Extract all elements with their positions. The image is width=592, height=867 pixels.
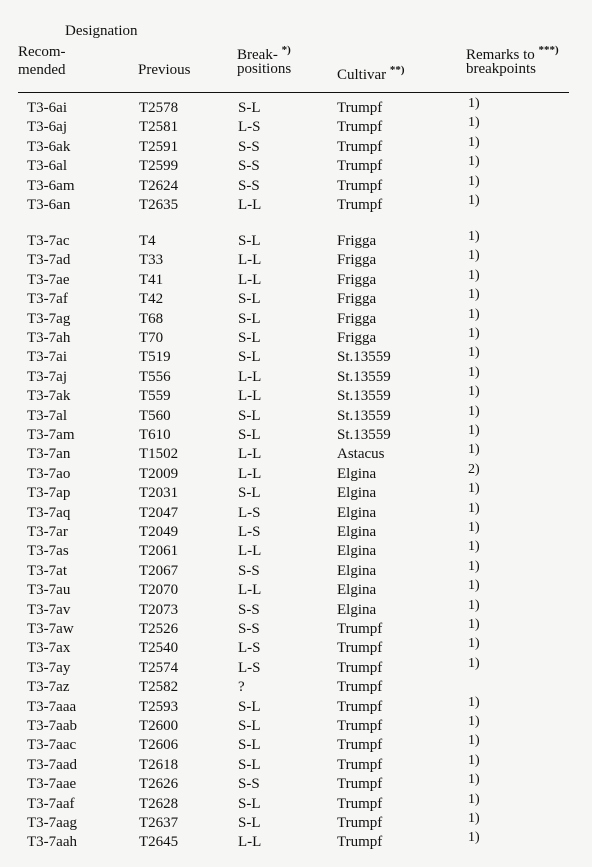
cell-recommended: T3-7ao	[27, 465, 71, 482]
cell-remarks: 1)	[468, 345, 480, 361]
table-row	[0, 617, 592, 639]
table-row	[0, 364, 592, 387]
cell-remarks: 1)	[468, 830, 480, 846]
cell-previous: T610	[139, 427, 171, 443]
cell-cultivar: Trumpf	[337, 158, 383, 175]
cell-previous: T2581	[139, 119, 179, 136]
cell-cultivar: Trumpf	[337, 177, 383, 194]
cell-previous: T2637	[139, 815, 179, 831]
cell-breakpositions: S-S	[238, 158, 260, 175]
cell-recommended: T3-7aac	[27, 737, 77, 754]
cell-recommended: T3-7ax	[27, 640, 71, 657]
cell-remarks: 1)	[468, 193, 480, 208]
cell-cultivar: Trumpf	[337, 100, 383, 116]
cell-remarks: 1)	[468, 714, 480, 729]
cell-breakpositions: L-L	[238, 368, 262, 385]
table-row	[0, 597, 592, 620]
cell-recommended: T3-7au	[27, 582, 71, 599]
cell-breakpositions: L-L	[238, 446, 262, 463]
table-row	[0, 791, 592, 814]
cell-previous: T2618	[139, 756, 179, 773]
table-row	[0, 461, 592, 484]
cell-previous: T559	[139, 388, 171, 405]
cell-recommended: T3-7ak	[27, 388, 71, 405]
header-remarks-line2: breakpoints	[466, 61, 536, 77]
table-row	[0, 811, 592, 833]
cell-breakpositions: S-S	[238, 601, 260, 618]
table-row	[0, 306, 592, 329]
cell-remarks: 1)	[468, 115, 480, 131]
header-break-text: Break-	[237, 47, 278, 63]
cell-recommended: T3-7at	[27, 562, 67, 579]
cell-recommended: T3-7aah	[27, 834, 77, 851]
cell-recommended: T3-7ad	[27, 252, 71, 269]
cell-remarks: 1)	[468, 248, 480, 264]
cell-previous: T2645	[139, 834, 179, 851]
table-row	[0, 96, 592, 118]
cell-cultivar: Frigga	[337, 330, 377, 346]
header-cultivar-text: Cultivar	[337, 67, 387, 83]
cell-breakpositions: L-L	[238, 465, 262, 482]
cell-breakpositions: L-L	[238, 271, 262, 288]
cell-breakpositions: S-L	[238, 100, 261, 116]
cell-previous: T2582	[139, 679, 179, 696]
cell-cultivar: Astacus	[337, 446, 385, 463]
cell-remarks: 1)	[468, 655, 480, 671]
cell-cultivar: Trumpf	[337, 659, 383, 676]
cell-cultivar: Trumpf	[337, 138, 383, 155]
cell-breakpositions: S-S	[238, 138, 260, 155]
cell-remarks: 1)	[468, 173, 480, 189]
cell-remarks: 1)	[468, 694, 480, 710]
cell-recommended: T3-7aq	[27, 504, 71, 521]
cell-remarks: 2)	[468, 461, 480, 477]
cell-previous: T2626	[139, 776, 179, 793]
cell-recommended: T3-7aag	[27, 815, 77, 831]
cell-previous: T41	[139, 271, 164, 288]
cell-remarks: 1)	[468, 364, 480, 380]
cell-remarks: 1)	[468, 752, 480, 768]
cell-cultivar: Frigga	[337, 252, 377, 269]
cell-breakpositions: L-L	[238, 252, 262, 269]
cell-recommended: T3-7ac	[27, 233, 70, 249]
cell-remarks: 1)	[468, 154, 480, 170]
cell-breakpositions: S-L	[238, 815, 261, 831]
table-row	[0, 403, 592, 426]
cell-breakpositions: S-L	[238, 756, 261, 773]
cell-breakpositions: S-L	[238, 427, 261, 443]
cell-cultivar: Trumpf	[337, 640, 383, 657]
cell-cultivar: Trumpf	[337, 776, 383, 793]
table-row	[0, 345, 592, 367]
cell-previous: T2009	[139, 465, 179, 482]
cell-previous: T2578	[139, 100, 179, 116]
cell-cultivar: St.13559	[337, 427, 391, 443]
cell-cultivar: Elgina	[337, 504, 377, 521]
cell-cultivar: Trumpf	[337, 834, 383, 851]
table-row	[0, 229, 592, 251]
cell-remarks: 1)	[468, 578, 480, 594]
cell-previous: T556	[139, 368, 171, 385]
cell-remarks: 1)	[468, 597, 480, 613]
cell-breakpositions: L-L	[238, 388, 262, 405]
cell-cultivar: St.13559	[337, 407, 391, 424]
header-remarks-footnote-mark: ***)	[538, 44, 559, 56]
cell-previous: T2061	[139, 543, 179, 560]
cell-remarks: 1)	[468, 791, 480, 807]
cell-recommended: T3-7ae	[27, 271, 70, 288]
table-row	[0, 442, 592, 464]
header-remarks-text: Remarks to	[466, 47, 535, 63]
cell-recommended: T3-7aaa	[27, 698, 77, 715]
table-row	[0, 520, 592, 542]
header-rule	[18, 92, 569, 93]
cell-cultivar: Frigga	[337, 233, 377, 249]
cell-previous: T2591	[139, 138, 179, 155]
cell-cultivar: Trumpf	[337, 815, 383, 831]
cell-recommended: T3-7aj	[27, 368, 67, 385]
cell-cultivar: St.13559	[337, 368, 391, 385]
table-row	[0, 154, 592, 176]
cell-recommended: T3-7aw	[27, 621, 74, 637]
table-row	[0, 772, 592, 794]
cell-cultivar: Trumpf	[337, 119, 383, 136]
cell-previous: T2635	[139, 197, 179, 213]
cell-cultivar: Trumpf	[337, 737, 383, 754]
cell-previous: T2593	[139, 698, 179, 715]
cell-breakpositions: L-L	[238, 834, 262, 851]
cell-remarks: 1)	[468, 229, 480, 244]
cell-cultivar: Elgina	[337, 582, 377, 599]
cell-cultivar: Elgina	[337, 543, 377, 560]
cell-breakpositions: S-L	[238, 485, 261, 502]
cell-breakpositions: S-L	[238, 310, 261, 327]
cell-remarks: 1)	[468, 558, 480, 574]
header-break-footnote-mark: *)	[281, 44, 291, 56]
header-cultivar	[337, 61, 405, 84]
table-row	[0, 326, 592, 348]
cell-previous: T68	[139, 310, 164, 327]
cell-breakpositions: S-S	[238, 776, 260, 793]
cell-cultivar: Trumpf	[337, 679, 383, 696]
cell-breakpositions: L-L	[238, 543, 262, 560]
table-row	[0, 655, 592, 678]
cell-remarks: 1)	[468, 267, 480, 283]
cell-breakpositions: ?	[238, 679, 245, 696]
cell-breakpositions: L-S	[238, 504, 261, 521]
cell-remarks: 1)	[468, 733, 480, 749]
cell-remarks: 1)	[468, 500, 480, 516]
table-row	[0, 500, 592, 523]
cell-previous: T560	[139, 407, 171, 424]
cell-remarks: 1)	[468, 481, 480, 497]
header-recommended-line1: Recom-	[18, 44, 66, 60]
cell-previous: T2628	[139, 795, 179, 812]
cell-recommended: T3-6ak	[27, 138, 71, 155]
cell-breakpositions: L-S	[238, 659, 261, 676]
cell-recommended: T3-7am	[27, 427, 75, 443]
cell-cultivar: St.13559	[337, 388, 391, 405]
cell-recommended: T3-6aj	[27, 119, 67, 136]
cell-recommended: T3-7aae	[27, 776, 77, 793]
table-row	[0, 636, 592, 658]
cell-recommended: T3-7ar	[27, 524, 68, 540]
cell-cultivar: Elgina	[337, 601, 377, 618]
table-row	[0, 384, 592, 406]
cell-remarks: 1)	[468, 96, 480, 111]
cell-recommended: T3-7aaf	[27, 795, 75, 812]
table-row	[0, 733, 592, 755]
cell-previous: T1502	[139, 446, 179, 463]
cell-cultivar: Trumpf	[337, 621, 383, 637]
cell-previous: T2540	[139, 640, 179, 657]
cell-previous: T2067	[139, 562, 179, 579]
header-cultivar-footnote-mark: **)	[389, 64, 405, 76]
cell-cultivar: Trumpf	[337, 718, 383, 734]
cell-cultivar: Trumpf	[337, 197, 383, 213]
header-recommended-line2: mended	[18, 62, 66, 78]
cell-breakpositions: S-L	[238, 233, 261, 249]
cell-breakpositions: L-S	[238, 524, 261, 540]
cell-breakpositions: S-L	[238, 718, 261, 734]
cell-remarks: 1)	[468, 423, 480, 438]
table-row	[0, 287, 592, 309]
header-break-line2: positions	[237, 61, 292, 77]
cell-previous: T4	[139, 233, 156, 249]
cell-breakpositions: S-S	[238, 562, 260, 579]
cell-remarks: 1)	[468, 772, 480, 788]
cell-previous: T2600	[139, 718, 179, 734]
cell-remarks: 1)	[468, 403, 480, 419]
cell-recommended: T3-7aad	[27, 756, 77, 773]
cell-previous: T2031	[139, 485, 179, 502]
cell-recommended: T3-7ai	[27, 349, 67, 366]
table-row	[0, 193, 592, 215]
cell-cultivar: Elgina	[337, 562, 377, 579]
table-row	[0, 248, 592, 270]
table-row	[0, 558, 592, 581]
cell-recommended: T3-7as	[27, 543, 69, 560]
cell-remarks: 1)	[468, 326, 480, 341]
cell-cultivar: Trumpf	[337, 756, 383, 773]
cell-remarks: 1)	[468, 636, 480, 652]
cell-recommended: T3-6an	[27, 197, 71, 213]
cell-recommended: T3-7aab	[27, 718, 77, 734]
cell-previous: T2599	[139, 158, 179, 175]
cell-cultivar: Elgina	[337, 485, 377, 502]
table-row	[0, 423, 592, 445]
table-row	[0, 578, 592, 600]
header-previous: Previous	[138, 62, 191, 78]
cell-recommended: T3-7al	[27, 407, 67, 424]
cell-breakpositions: S-L	[238, 330, 261, 346]
cell-previous: T33	[139, 252, 164, 269]
cell-remarks: 1)	[468, 539, 480, 555]
cell-remarks: 1)	[468, 384, 480, 400]
cell-breakpositions: L-S	[238, 640, 261, 657]
cell-cultivar: Trumpf	[337, 795, 383, 812]
cell-recommended: T3-6al	[27, 158, 67, 175]
cell-previous: T70	[139, 330, 164, 346]
cell-breakpositions: S-L	[238, 737, 261, 754]
cell-breakpositions: S-L	[238, 291, 261, 308]
cell-breakpositions: S-L	[238, 698, 261, 715]
cell-previous: T2624	[139, 177, 179, 194]
cell-cultivar: Trumpf	[337, 698, 383, 715]
table-row	[0, 173, 592, 196]
table-row	[0, 539, 592, 561]
cell-recommended: T3-7ay	[27, 659, 71, 676]
cell-recommended: T3-7az	[27, 679, 70, 696]
cell-cultivar: Frigga	[337, 271, 377, 288]
cell-cultivar: St.13559	[337, 349, 391, 366]
table-row	[0, 267, 592, 290]
cell-remarks: 1)	[468, 811, 480, 826]
cell-recommended: T3-6ai	[27, 100, 67, 116]
cell-previous: T2574	[139, 659, 179, 676]
cell-cultivar: Elgina	[337, 465, 377, 482]
table-row	[0, 678, 592, 697]
cell-previous: T42	[139, 291, 164, 308]
cell-remarks: 1)	[468, 287, 480, 303]
cell-previous: T2070	[139, 582, 179, 599]
header-designation: Designation	[65, 23, 138, 39]
cell-cultivar: Frigga	[337, 291, 377, 308]
table-row	[0, 134, 592, 157]
table-row	[0, 714, 592, 736]
cell-cultivar: Frigga	[337, 310, 377, 327]
table-row	[0, 830, 592, 852]
cell-previous: T2526	[139, 621, 179, 637]
cell-previous: T2047	[139, 504, 179, 521]
cell-remarks: 1)	[468, 520, 480, 535]
cell-recommended: T3-7an	[27, 446, 71, 463]
cell-breakpositions: S-L	[238, 407, 261, 424]
cell-breakpositions: S-L	[238, 349, 261, 366]
table-row	[0, 481, 592, 503]
cell-breakpositions: S-S	[238, 177, 260, 194]
cell-previous: T519	[139, 349, 171, 366]
cell-breakpositions: L-L	[238, 197, 262, 213]
cell-breakpositions: S-S	[238, 621, 260, 637]
cell-breakpositions: L-L	[238, 582, 262, 599]
cell-recommended: T3-7af	[27, 291, 68, 308]
cell-recommended: T3-7av	[27, 601, 71, 618]
cell-recommended: T3-6am	[27, 177, 75, 194]
cell-breakpositions: L-S	[238, 119, 261, 136]
cell-remarks: 1)	[468, 442, 480, 458]
table-row	[0, 694, 592, 717]
cell-breakpositions: S-L	[238, 795, 261, 812]
table-row	[0, 752, 592, 775]
cell-recommended: T3-7ag	[27, 310, 71, 327]
cell-remarks: 1)	[468, 306, 480, 322]
table-row	[0, 115, 592, 137]
cell-previous: T2049	[139, 524, 179, 540]
cell-previous: T2606	[139, 737, 179, 754]
cell-remarks: 1)	[468, 134, 480, 150]
cell-previous: T2073	[139, 601, 179, 618]
cell-remarks: 1)	[468, 617, 480, 632]
cell-cultivar: Elgina	[337, 524, 377, 540]
cell-recommended: T3-7ap	[27, 485, 71, 502]
cell-recommended: T3-7ah	[27, 330, 71, 346]
